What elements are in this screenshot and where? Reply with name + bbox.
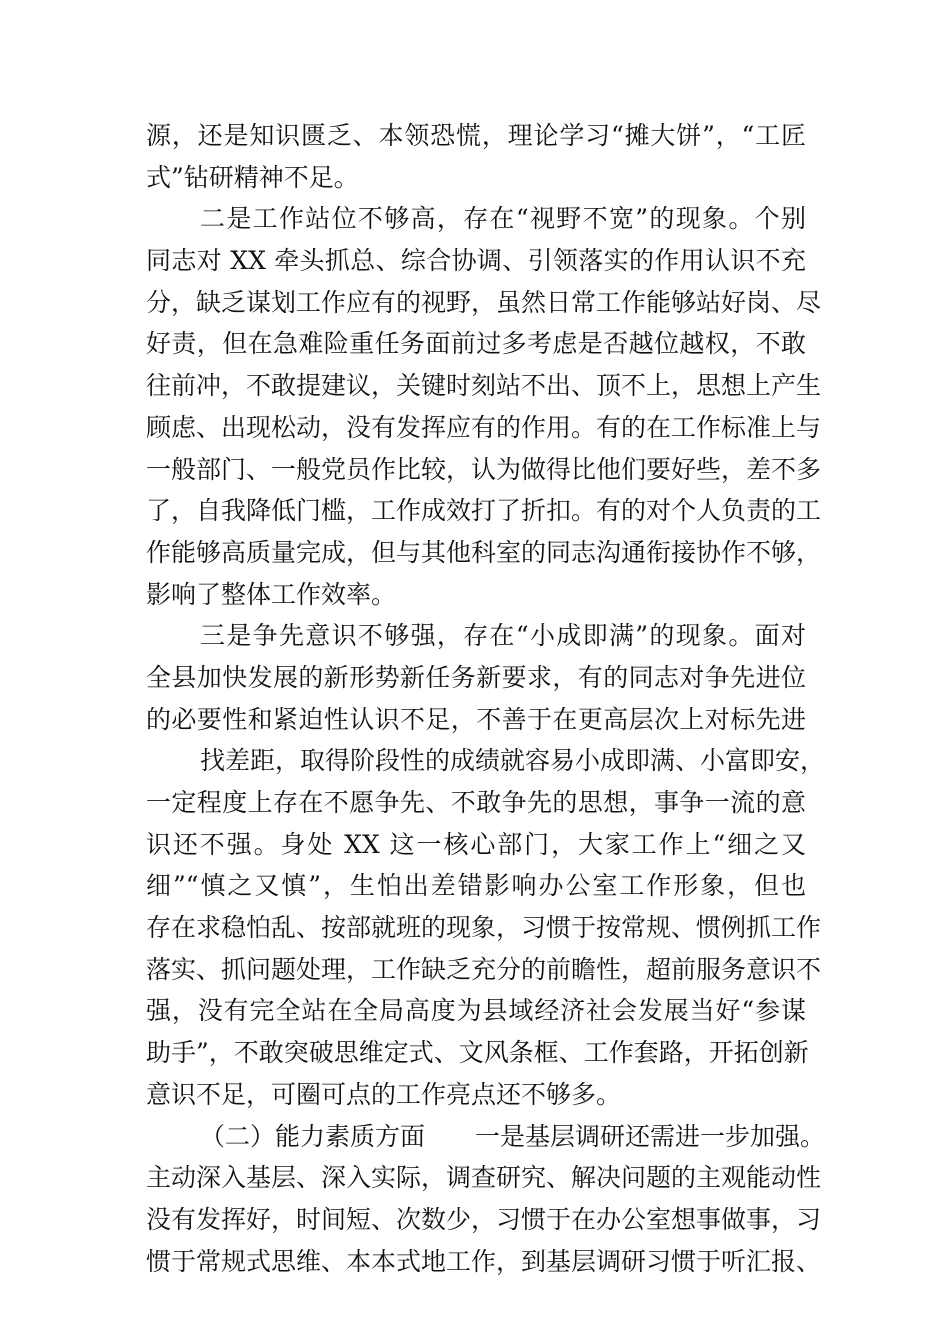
text-line: 顾虑、出现松动，没有发挥应有的作用。有的在工作标准上与 [146,412,822,442]
text-line: 全县加快发展的新形势新任务新要求，有的同志对争先进位 [146,662,806,692]
text-line: 意识不足，可圈可点的工作亮点还不够多。 [146,1079,622,1109]
paragraph-first-line: 三是争先意识不够强，存在“小成即满”的现象。面对 [200,621,806,651]
section-heading-line: （二）能力素质方面 一是基层调研还需进一步加强。 [200,1121,826,1151]
text-line: 了，自我降低门槛，工作成效打了折扣。有的对个人负责的工 [146,496,822,526]
text-line: 同志对 XX 牵头抓总、综合协调、引领落实的作用认识不充 [146,246,806,276]
text-line: 一定程度上存在不愿争先、不敢争先的思想，事争一流的意 [146,788,806,817]
text-line: 落实、抓问题处理，工作缺乏充分的前瞻性，超前服务意识不 [146,954,822,984]
paragraph-first-line: 找差距，取得阶段性的成绩就容易小成即满、小富即安， [200,746,826,776]
text-line: 强，没有完全站在全局高度为县域经济社会发展当好“参谋 [146,996,806,1026]
text-line: 主动深入基层、深入实际，调查研究、解决问题的主观能动性 [146,1163,822,1193]
paragraph-first-line: 二是工作站位不够高，存在“视野不宽”的现象。个别 [200,204,806,234]
text-line: 的必要性和紧迫性认识不足，不善于在更高层次上对标先进 [146,704,806,734]
text-line: 一般部门、一般党员作比较，认为做得比他们要好些，差不多 [146,454,822,484]
text-line: 没有发挥好，时间短、次数少，习惯于在办公室想事做事，习 [146,1204,822,1234]
text-line: 惯于常规式思维、本本式地工作，到基层调研习惯于听汇报、 [146,1246,822,1276]
text-line: 细”“慎之又慎”，生怕出差错影响办公室工作形象，但也 [146,871,806,901]
text-line: 好责，但在急难险重任务面前过多考虑是否越位越权，不敢 [146,329,806,359]
body-text [146,115,826,1282]
text-line: 分，缺乏谋划工作应有的视野，虽然日常工作能够站好岗、尽 [146,287,822,317]
text-line: 助手”，不敢突破思维定式、文风条框、工作套路，开拓创新 [146,1038,809,1068]
text-line: 影响了整体工作效率。 [146,579,397,609]
text-line: 识还不强。身处 XX 这一核心部门，大家工作上“细之又 [146,829,806,859]
text-line: 作能够高质量完成，但与其他科室的同志沟通衔接协作不够， [146,537,822,567]
text-line: 存在求稳怕乱、按部就班的现象，习惯于按常规、惯例抓工作 [146,913,822,943]
text-line: 源，还是知识匮乏、本领恐慌，理论学习“摊大饼”，“工匠 [146,121,806,150]
text-line: 往前冲，不敢提建议，关键时刻站不出、顶不上，思想上产生 [146,371,822,401]
text-line: 式”钻研精神不足。 [146,162,359,192]
